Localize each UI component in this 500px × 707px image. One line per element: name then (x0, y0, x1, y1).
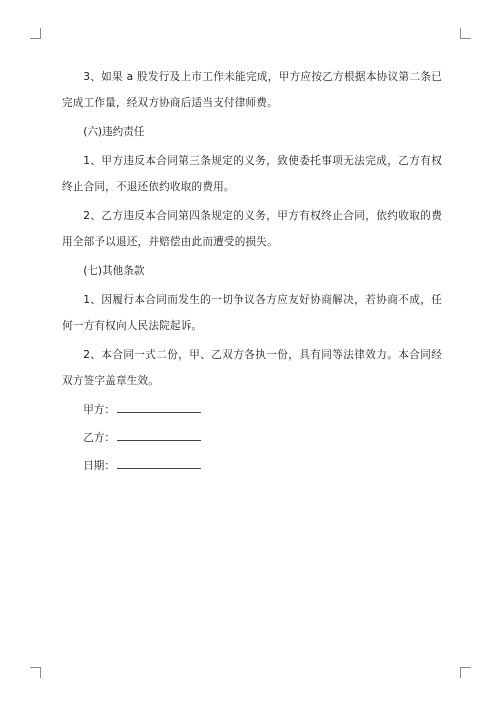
date-label: 日期： (83, 460, 115, 472)
crop-mark-bottom-right (460, 667, 471, 678)
breach-clause-1: 1、甲方违反本合同第三条规定的义务，致使委托事项无法完成，乙方有权终止合同，不退还依约收取的费用。 (62, 155, 442, 193)
section-heading-breach: (六)违约责任 (83, 126, 145, 138)
party-a-signature-line (117, 399, 201, 413)
signature-date (62, 453, 442, 479)
section-heading-other: (七)其他条款 (83, 265, 145, 277)
other-clause-2: 2、本合同一式二份，甲、乙双方各执一份，具有同等法律效力。本合同经双方签字盖章生效。 (62, 349, 442, 387)
crop-mark-top-left (30, 28, 41, 39)
document-body (62, 64, 442, 481)
other-clause-1: 1、因履行本合同而发生的一切争议各方应友好协商解决，若协商不成，任何一方有权向人民法院起诉。 (62, 294, 442, 332)
clause-3-paragraph: 3、如果 a 股发行及上市工作未能完成，甲方应按乙方根据本协议第二条已完成工作量，经双方协商后适当支付律师费。 (62, 71, 442, 109)
date-line (117, 455, 201, 469)
crop-mark-bottom-left (30, 667, 41, 678)
signature-party-b (62, 425, 442, 451)
party-b-label: 乙方： (83, 432, 115, 444)
party-b-signature-line (117, 427, 201, 441)
party-a-label: 甲方： (83, 404, 115, 416)
breach-clause-2: 2、乙方违反本合同第四条规定的义务，甲方有权终止合同，依约收取的费用全部予以退还，并赔偿由此而遭受的损失。 (62, 210, 442, 248)
signature-party-a (62, 397, 442, 423)
crop-mark-top-right (460, 28, 471, 39)
